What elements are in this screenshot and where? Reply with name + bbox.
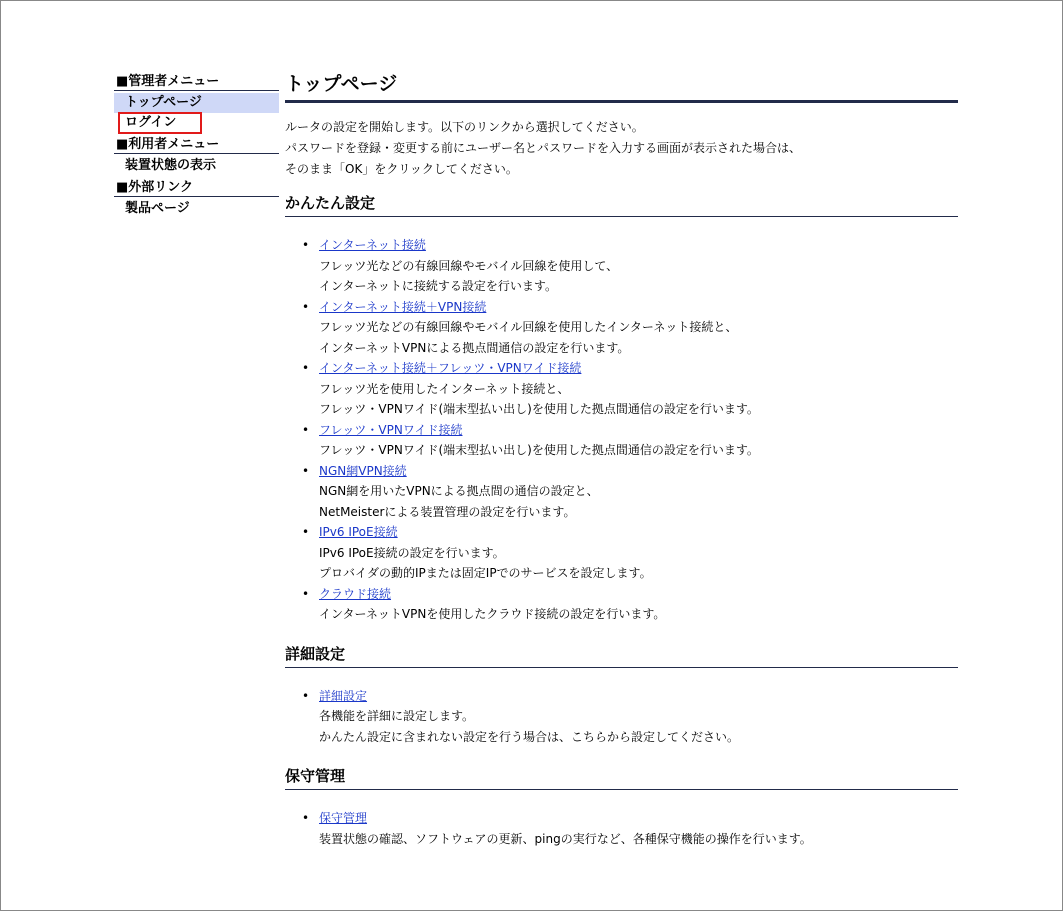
- link-ngn-vpn[interactable]: NGN網VPN接続: [319, 463, 407, 478]
- link-description: プロバイダの動的IPまたは固定IPでのサービスを設定します。: [319, 566, 652, 580]
- list-item: [285, 358, 958, 420]
- list-item: [285, 461, 958, 523]
- list-item: [285, 584, 958, 625]
- link-description: NetMeisterによる装置管理の設定を行います。: [319, 504, 576, 519]
- link-description: かんたん設定に含まれない設定を行う場合は、こちらから設定してください。: [319, 729, 740, 744]
- list-item: [285, 522, 958, 584]
- bullet: •: [302, 422, 310, 437]
- link-description: フレッツ光などの有線回線やモバイル回線を使用したインターネット接続と、: [319, 320, 738, 334]
- link-description: フレッツ光を使用したインターネット接続と、: [319, 381, 570, 396]
- list-item: [285, 420, 958, 461]
- sidebar-item-device-status[interactable]: 装置状態の表示: [125, 158, 217, 173]
- intro-line: パスワードを登録・変更する前にユーザー名とパスワードを入力する画面が表示された場合は、: [285, 141, 802, 155]
- link-description: フレッツ・VPNワイド(端末型払い出し)を使用した拠点間通信の設定を行います。: [319, 402, 759, 416]
- sidebar: [114, 74, 279, 219]
- advanced-list: [285, 686, 958, 748]
- link-description: インターネットVPNを使用したクラウド接続の設定を行います。: [319, 607, 666, 621]
- link-description: 各機能を詳細に設定します。: [319, 709, 475, 723]
- sidebar-section-external: [114, 180, 279, 219]
- link-description: フレッツ光などの有線回線やモバイル回線を使用して、: [319, 258, 619, 273]
- link-ipv6-ipoe[interactable]: IPv6 IPoE接続: [319, 525, 398, 539]
- sidebar-heading-external: ■外部リンク: [114, 180, 279, 197]
- link-description: IPv6 IPoE接続の設定を行います。: [319, 545, 505, 560]
- sidebar-section-user: [114, 137, 279, 176]
- sidebar-item-product-page[interactable]: 製品ページ: [125, 201, 190, 216]
- sidebar-heading-user: ■利用者メニュー: [114, 137, 279, 154]
- maintenance-list: [285, 808, 958, 849]
- sidebar-section-admin: [114, 74, 279, 133]
- link-flets-vpn-wide[interactable]: フレッツ・VPNワイド接続: [319, 422, 463, 437]
- link-description: 装置状態の確認、ソフトウェアの更新、pingの実行など、各種保守機能の操作を行います。: [319, 831, 812, 846]
- section-title-maintenance: 保守管理: [285, 765, 958, 790]
- intro-text: [285, 117, 958, 180]
- section-title-easy-setup: かんたん設定: [285, 192, 958, 217]
- link-description: インターネットVPNによる拠点間通信の設定を行います。: [319, 340, 630, 355]
- easy-setup-list: [285, 235, 958, 625]
- sidebar-item-top-page[interactable]: トップページ: [114, 93, 279, 113]
- list-item: [285, 297, 958, 359]
- bullet: •: [302, 238, 310, 252]
- link-description: フレッツ・VPNワイド(端末型払い出し)を使用した拠点間通信の設定を行います。: [319, 443, 759, 457]
- bullet: •: [302, 586, 310, 601]
- bullet: •: [302, 525, 310, 539]
- list-item: [285, 235, 958, 297]
- bullet: •: [302, 688, 310, 703]
- link-internet-flets-vpn-wide[interactable]: インターネット接続＋フレッツ・VPNワイド接続: [319, 361, 582, 375]
- bullet: •: [302, 811, 310, 825]
- page-title: トップページ: [285, 70, 958, 103]
- intro-line: そのまま「OK」をクリックしてください。: [285, 162, 518, 176]
- link-description: インターネットに接続する設定を行います。: [319, 279, 557, 293]
- main-content: [285, 70, 958, 849]
- sidebar-heading-admin: ■管理者メニュー: [114, 74, 279, 91]
- link-description: NGN網を用いたVPNによる拠点間の通信の設定と、: [319, 484, 599, 498]
- sidebar-item-login[interactable]: ログイン: [114, 113, 279, 133]
- list-item: [285, 686, 958, 748]
- link-maintenance[interactable]: 保守管理: [319, 811, 368, 825]
- intro-line: ルータの設定を開始します。以下のリンクから選択してください。: [285, 120, 644, 134]
- bullet: •: [302, 299, 310, 314]
- list-item: [285, 808, 958, 849]
- link-cloud-connection[interactable]: クラウド接続: [319, 586, 392, 601]
- link-internet-connection[interactable]: インターネット接続: [319, 238, 426, 252]
- bullet: •: [302, 361, 310, 375]
- link-internet-vpn[interactable]: インターネット接続＋VPN接続: [319, 299, 487, 314]
- section-title-advanced: 詳細設定: [285, 643, 958, 668]
- link-advanced-settings[interactable]: 詳細設定: [319, 688, 368, 703]
- bullet: •: [302, 463, 310, 478]
